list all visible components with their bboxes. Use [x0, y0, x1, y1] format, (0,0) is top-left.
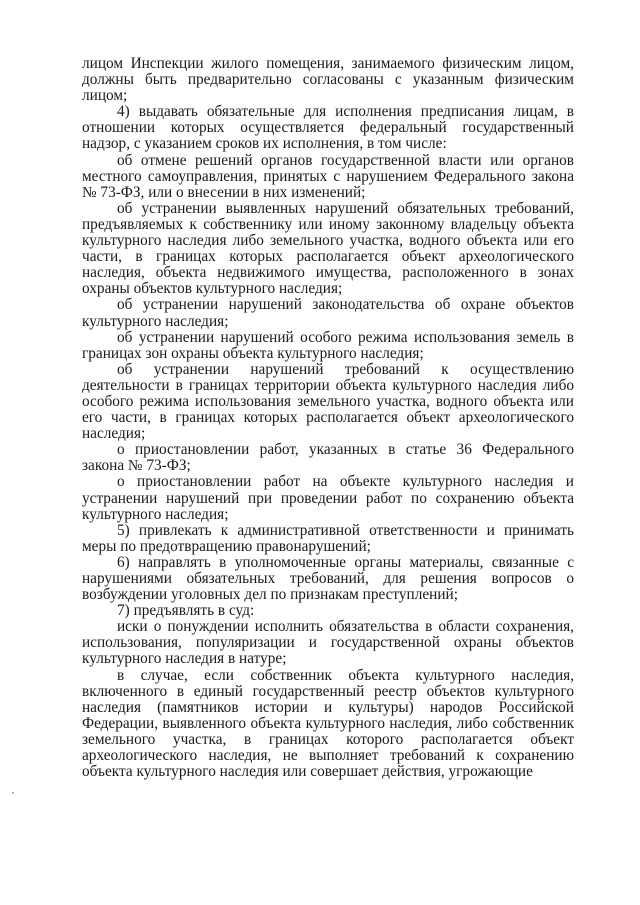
paragraph-sub-item: в случае, если собственник объекта культурного наследия, включенного в единый государственный реестр объектов культурного наследия (памятников истории и культуры) народов Российской Федерации, выявленного объекта культурного наследия, либо собственник земельного участка, в границах которого располагается объект археологического наследия, не выполняет требований к сохранению объекта культурного наследия или совершает действия, угрожающие: [82, 666, 574, 781]
paragraph-sub-item: об устранении нарушений особого режима использования земель в границах зон охраны объекта культурного наследия;: [82, 328, 574, 362]
scan-speck: [12, 792, 14, 794]
paragraph-sub-item: о приостановлении работ на объекте культурного наследия и устранении нарушений при проведении работ по сохранению объекта культурного наследия;: [82, 473, 574, 523]
document-body: [82, 56, 574, 780]
paragraph-item-5: 5) привлекать к административной ответственности и принимать меры по предотвращению правонарушений;: [82, 521, 574, 555]
paragraph-item-4: 4) выдавать обязательные для исполнения предписания лицам, в отношении которых осуществляется федеральный государственный надзор, с указанием сроков их исполнения, в том числе:: [82, 103, 574, 153]
paragraph-sub-item: об устранении нарушений законодательства об охране объектов культурного наследия;: [82, 296, 574, 330]
paragraph-continuation: лицом Инспекции жилого помещения, занимаемого физическим лицом, должны быть предварительно согласованы с указанным физическим лицом;: [82, 55, 574, 105]
paragraph-item-6: 6) направлять в уполномоченные органы материалы, связанные с нарушениями обязательных требований, для решения вопросов о возбуждении уголовных дел по признакам преступлений;: [82, 553, 574, 604]
paragraph-sub-item: о приостановлении работ, указанных в статье 36 Федерального закона № 73-ФЗ;: [82, 441, 574, 475]
paragraph-sub-item: об устранении нарушений требований к осуществлению деятельности в границах территории объекта культурного наследия либо особого режима использования земельного участка, водного объекта или его части, в границах которых располагается объект археологического наследия;: [82, 360, 574, 443]
paragraph-sub-item: об отмене решений органов государственной власти или органов местного самоуправления, принятых с нарушением Федерального закона № 73-ФЗ, или о внесении в них изменений;: [82, 151, 574, 201]
paragraph-sub-item: иски о понуждении исполнить обязательства в области сохранения, использования, популяризации и государственной охраны объектов культурного наследия в натуре;: [82, 618, 574, 668]
paragraph-sub-item: об устранении выявленных нарушений обязательных требований, предъявляемых к собственнику или иному законному владельцу объекта культурного наследия либо земельного участка, водного объекта или его части, в границах которых располагается объект археологического наследия, объекта недвижимого имущества, расположенного в зонах охраны объектов культурного наследия;: [82, 199, 574, 298]
paragraph-item-7: 7) предъявлять в суд:: [117, 602, 255, 620]
